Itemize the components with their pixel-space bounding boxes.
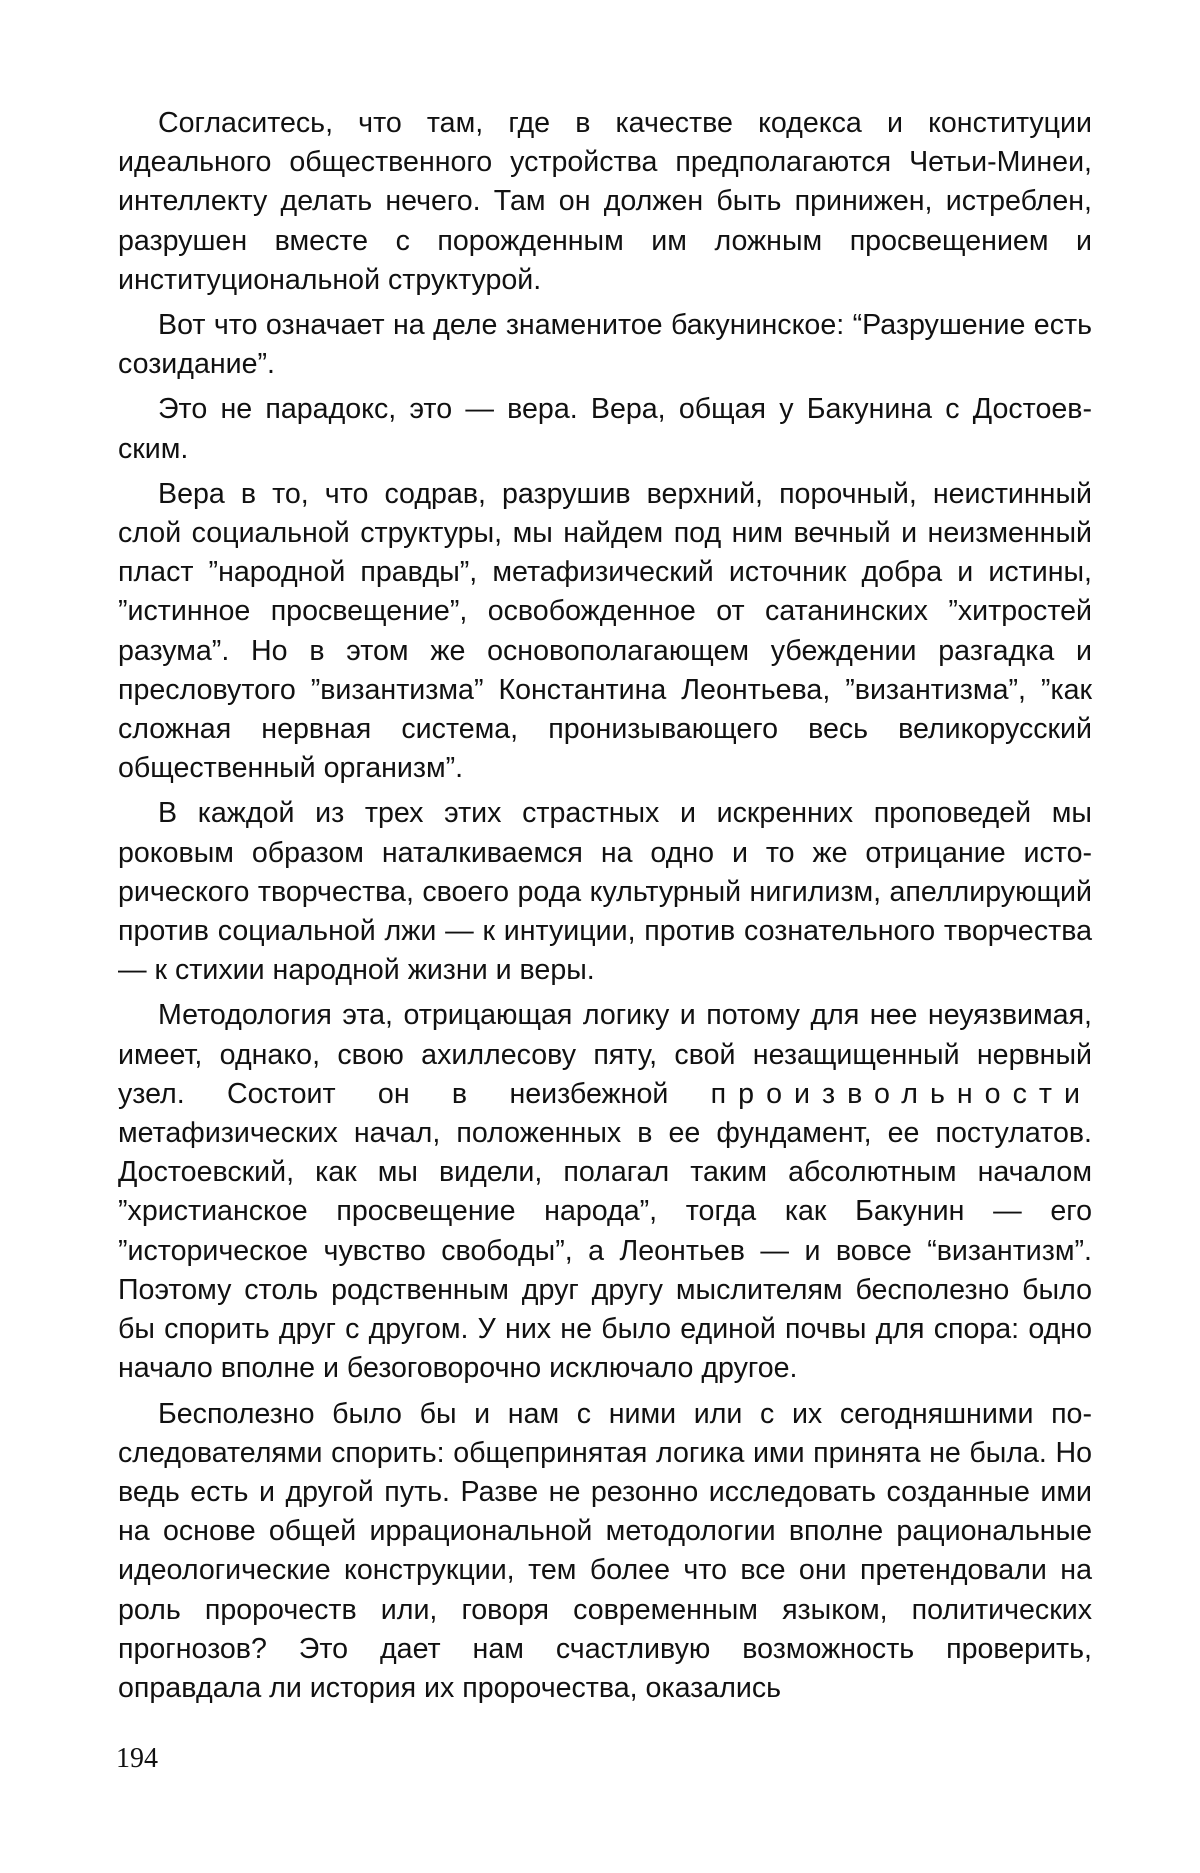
paragraph-6 [118, 996, 1092, 1388]
paragraph-5: В каждой из трех этих страстных и искренних проповедей мы роковым образом наталкиваемся на одно и то же отрицание исторического творчества, своего рода культурный нигилизм, апеллирующий против социальной лжи — к интуиции, против сознательного творчества — к стихии народной жизни и веры. [118, 797, 1092, 987]
paragraph-1: Согласитесь, что там, где в качестве кодекса и конституции идеального общественного устройства предполагаются Четьи-Минеи, интеллекту делать нечего. Там он должен быть принижен, истреблен, разрушен вместе с порожденным им ложным просвещением и институциональной структурой. [118, 107, 1092, 296]
paragraph-3: Это не парадокс, это — вера. Вера, общая у Бакунина с Достоевским. [118, 393, 1092, 465]
page-number: 194 [116, 1743, 158, 1774]
page-body [118, 104, 1092, 1714]
paragraph-6-start: Методология эта, отрицающая логику и потому для нее неуязвимая, имеет, однако, свою ахиллесову пяту, свой незащищенный нервный узел. Состоит он в неизбежной [118, 999, 1092, 1110]
paragraph-7: Бесполезно было бы и нам с ними или с их сегодняшними последователями спорить: общепринятая логика ими принята не была. Но ведь есть и другой путь. Разве не резонно исследовать созданные ими на основе общей иррациональной методологии вполне рациональные идеологические конструкции, тем более что все они претендовали на роль пророчеств или, говоря современным языком, политических прогнозов? Это дает нам счастливую возможность проверить, оправдала ли история их пророчества, оказались [118, 1397, 1092, 1704]
paragraph-4: Вера в то, что содрав, разрушив верхний, порочный, неистинный слой социальной структуры, мы найдем под ним вечный и неизменный пласт ”народной правды”, метафизический источник добра и истины, ”истинное просвещение”, освобожденное от сатанинских ”хитростей разума”. Но в этом же основополагающем убеждении разгадка и пресловутого ”византизма” Константина Леонтьева, ”византизма”, ”как сложная нервная система, пронизывающего весь великорусский общественный организм”. [118, 477, 1092, 785]
paragraph-2: Вот что означает на деле знаменитое бакунинское: “Разрушение есть созидание”. [118, 309, 1092, 381]
spaced-emphasis: произвольности [710, 1077, 1092, 1110]
paragraph-6-end: метафизических начал, положенных в ее фундамент, ее постулатов. Достоевский, как мы видели, полагал таким абсолютным началом ”христианское просвещение народа”, тогда как Бакунин — его ”историческое чувство свободы”, а Леонтьев — и вовсе “византизм”. Поэтому столь родственным друг другу мыслителям бесполезно было бы спорить друг с другом. У них не было единой почвы для спора: одно начало вполне и безоговорочно исключало другое. [118, 1117, 1092, 1385]
